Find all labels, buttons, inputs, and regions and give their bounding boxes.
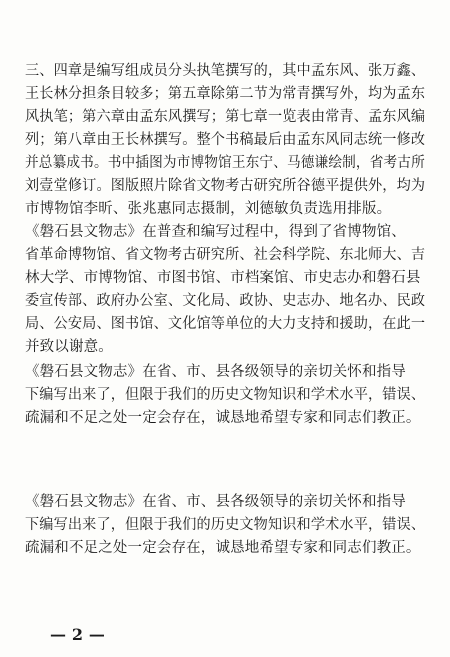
text-line: 省革命博物馆、省文物考古研究所、社会科学院、东北师大、吉 <box>25 247 426 263</box>
text-line: 林大学、市博物馆、市图书馆、市档案馆、市史志办和磐石县 <box>25 270 421 286</box>
text-line: 委宣传部、政府办公室、文化局、政协、史志办、地名办、民政 <box>25 293 426 309</box>
text-line: 局、公安局、图书馆、文化馆等单位的大力支持和援助，在此一 <box>25 316 426 332</box>
text-line: 并总纂成书。书中插图为市博物馆王东宁、马德谦绘制，省考古所 <box>25 155 425 171</box>
text-line: 疏漏和不足之处一定会存在，诚恳地希望专家和同志们教正。 <box>25 540 421 556</box>
text-line: 王长林分担条目较多；第五章除第二节为常青撰写外，均为孟东 <box>25 86 426 102</box>
text-line: 疏漏和不足之处一定会存在，诚恳地希望专家和同志们教正。 <box>25 410 421 426</box>
text-line: 三、四章是编写组成员分头执笔撰写的，其中孟东风、张万鑫、 <box>25 63 426 79</box>
text-line: 《磐石县文物志》在普查和编写过程中，得到了省博物馆、 <box>25 224 406 240</box>
text-line: 《磐石县文物志》在省、市、县各级领导的亲切关怀和指导 <box>25 364 406 380</box>
page-number: — 2 — <box>50 625 106 644</box>
text-line: 下编写出来了，但限于我们的历史文物知识和学术水平，错误、 <box>25 387 426 403</box>
text-line: 风执笔；第六章由孟东风撰写；第七章一览表由常青、孟东风编 <box>25 109 426 125</box>
text-line: 《磐石县文物志》在省、市、县各级领导的亲切关怀和指导 <box>25 494 406 510</box>
text-line: 列；第八章由王长林撰写。整个书稿最后由孟东风同志统一修改 <box>25 132 426 148</box>
text-line: 刘壹堂修订。图版照片除省文物考古研究所谷德平提供外，均为 <box>25 178 426 194</box>
text-line: 市博物馆李昕、张兆惠同志摄制，刘德敏负责选用排版。 <box>25 201 392 217</box>
text-line: 并致以谢意。 <box>25 339 113 355</box>
text-line: 下编写出来了，但限于我们的历史文物知识和学术水平，错误、 <box>25 517 426 533</box>
